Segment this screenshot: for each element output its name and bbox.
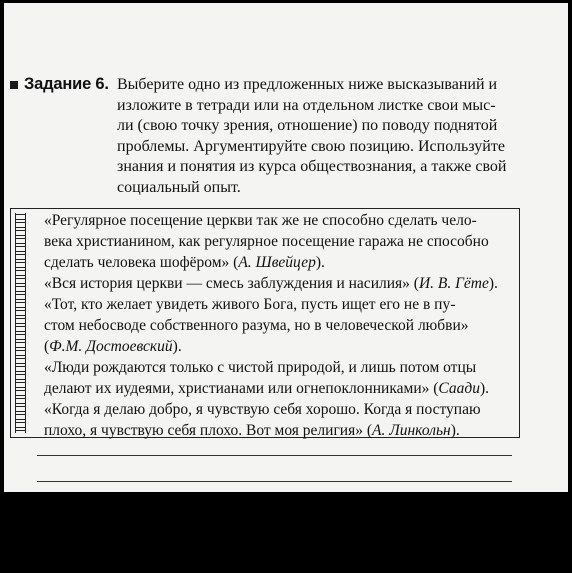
quote-line: стом небосводе собственного разума, но в человеческой любви» <box>44 317 469 334</box>
textbook-page <box>4 3 568 492</box>
task-text-line: социальный опыт. <box>117 178 241 196</box>
task-text-line: ли (свою точку зрения, отношение) по поводу поднятой <box>117 117 498 135</box>
quote-line: «Вся история церкви — смесь заблуждения и насилия» (И. В. Гёте). <box>44 275 498 292</box>
square-bullet-icon <box>10 81 18 89</box>
quote-line: (Ф.М. Достоевский). <box>44 338 182 355</box>
task-text-line: знания и понятия из курса обществознания, а также свой <box>117 158 507 176</box>
quote-line: века христианином, как регулярное посещение гаража не способно <box>44 233 489 250</box>
quotes-box <box>10 208 520 438</box>
task-label: Задание 6. <box>24 75 109 93</box>
quote-line: плохо, я чувствую себя плохо. Вот моя религия» (А. Линкольн). <box>44 422 460 439</box>
quote-line: «Люди рождаются только с чистой природой, и лишь потом отцы <box>44 359 477 376</box>
task-text-line: Выберите одно из предложенных ниже высказываний и <box>117 76 498 93</box>
quote-line: «Регулярное посещение церкви так же не способно сделать чело- <box>44 212 477 229</box>
quote-author: И. В. Гёте <box>418 275 489 292</box>
quote-line: «Когда я делаю добро, я чувствую себя хорошо. Когда я поступаю <box>44 401 481 418</box>
answer-line <box>37 455 512 456</box>
task-text-line: изложите в тетради или на отдельном листке свои мыс- <box>117 96 496 114</box>
task-text-line: проблемы. Аргументируйте свою позицию. Используйте <box>117 137 505 155</box>
quote-line: сделать человека шофёром» (А. Швейцер). <box>44 254 325 271</box>
task-instructions <box>117 75 521 199</box>
quote-line: делают их иудеями, христианами или огнепоклонниками» (Саади). <box>44 380 490 397</box>
task-header <box>10 75 109 94</box>
decorative-stripe <box>15 213 26 433</box>
quote-author: Саади <box>438 380 480 397</box>
quote-author: А. Линкольн <box>372 422 451 439</box>
quotes-list <box>44 210 512 441</box>
quote-author: А. Швейцер <box>238 254 316 271</box>
answer-line <box>37 481 512 482</box>
quote-author: Ф.М. Достоевский <box>49 338 173 355</box>
quote-line: «Тот, кто желает увидеть живого Бога, пусть ищет его не в пу- <box>44 296 456 313</box>
